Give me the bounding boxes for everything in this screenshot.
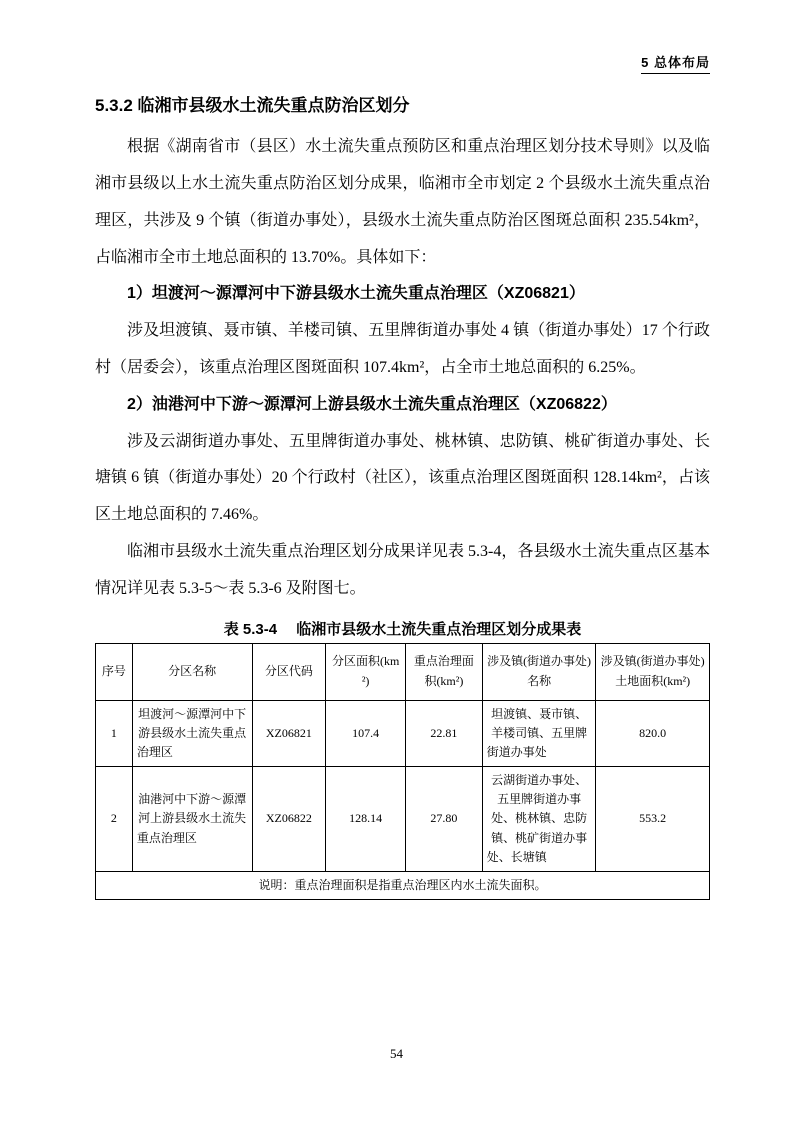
cell-zone-name: 坦渡河～源潭河中下游县级水土流失重点治理区 <box>132 700 252 767</box>
table-header-treatment-area: 重点治理面积(km²) <box>406 643 483 700</box>
section-heading: 5.3.2 临湘市县级水土流失重点防治区划分 <box>95 96 410 115</box>
page-number: 54 <box>390 1046 403 1061</box>
cell-treatment-area: 27.80 <box>406 767 483 872</box>
table-title: 表 5.3-4 临湘市县级水土流失重点治理区划分成果表 <box>223 620 582 638</box>
paragraph-table-reference: 临湘市县级水土流失重点治理区划分成果详见表 5.3-4，各县级水土流失重点区基本情况详见表 5.3-5～表 5.3-6 及附图七。 <box>95 542 710 597</box>
subheading-zone-1: 1）坦渡河～源潭河中下游县级水土流失重点治理区（XZ06821） <box>127 285 585 303</box>
cell-zone-name: 油港河中下游～源潭河上游县级水土流失重点治理区 <box>132 767 252 872</box>
table-header-zone-name: 分区名称 <box>132 643 252 700</box>
cell-town-land-area: 820.0 <box>596 700 710 767</box>
cell-towns: 坦渡镇、聂市镇、羊楼司镇、五里牌街道办事处 <box>482 700 596 767</box>
cell-zone-area: 128.14 <box>326 767 406 872</box>
table-header-row <box>96 643 710 700</box>
cell-seq: 2 <box>96 767 133 872</box>
results-table <box>95 643 710 901</box>
cell-treatment-area: 22.81 <box>406 700 483 767</box>
cell-towns: 云湖街道办事处、五里牌街道办事处、桃林镇、忠防镇、桃矿街道办事处、长塘镇 <box>482 767 596 872</box>
cell-zone-code: XZ06821 <box>252 700 326 767</box>
table-header-seq: 序号 <box>96 643 133 700</box>
subheading-zone-2: 2）油港河中下游～源潭河上游县级水土流失重点治理区（XZ06822） <box>127 395 617 413</box>
table-note: 说明：重点治理面积是指重点治理区内水土流失面积。 <box>96 872 710 900</box>
table-header-zone-code: 分区代码 <box>252 643 326 700</box>
table-header-zone-area: 分区面积(km²) <box>326 643 406 700</box>
paragraph-zone-1: 涉及坦渡镇、聂市镇、羊楼司镇、五里牌街道办事处 4 镇（街道办事处）17 个行政村（居委会），该重点治理区图斑面积 107.4km²，占全市土地总面积的 6.25%。 <box>95 322 710 376</box>
table-row <box>96 700 710 767</box>
table-note-row <box>96 872 710 900</box>
paragraph-zone-2: 涉及云湖街道办事处、五里牌街道办事处、桃林镇、忠防镇、桃矿街道办事处、长塘镇 6 镇（街道办事处）20 个行政村（社区），该重点治理区图斑面积 128.14km²，占该区土地总面积的 7.46%。 <box>95 432 710 524</box>
cell-seq: 1 <box>96 700 133 767</box>
cell-town-land-area: 553.2 <box>596 767 710 872</box>
cell-zone-code: XZ06822 <box>252 767 326 872</box>
table-row <box>96 767 710 872</box>
cell-zone-area: 107.4 <box>326 700 406 767</box>
table-header-towns: 涉及镇(街道办事处)名称 <box>482 643 596 700</box>
paragraph-intro: 根据《湖南省市（县区）水土流失重点预防区和重点治理区划分技术导则》以及临湘市县级以上水土流失重点防治区划分成果，临湘市全市划定 2 个县级水土流失重点治理区，共涉及 9 个镇（街道办事处），县级水土流失重点防治区图斑总面积 235.54km²，占临湘市全市土地总面积的 13.70%。具体如下： <box>95 138 710 266</box>
page-header <box>95 52 710 74</box>
table-header-town-land-area: 涉及镇(街道办事处)土地面积(km²) <box>596 643 710 700</box>
section-header-label: 5 总体布局 <box>641 52 710 74</box>
